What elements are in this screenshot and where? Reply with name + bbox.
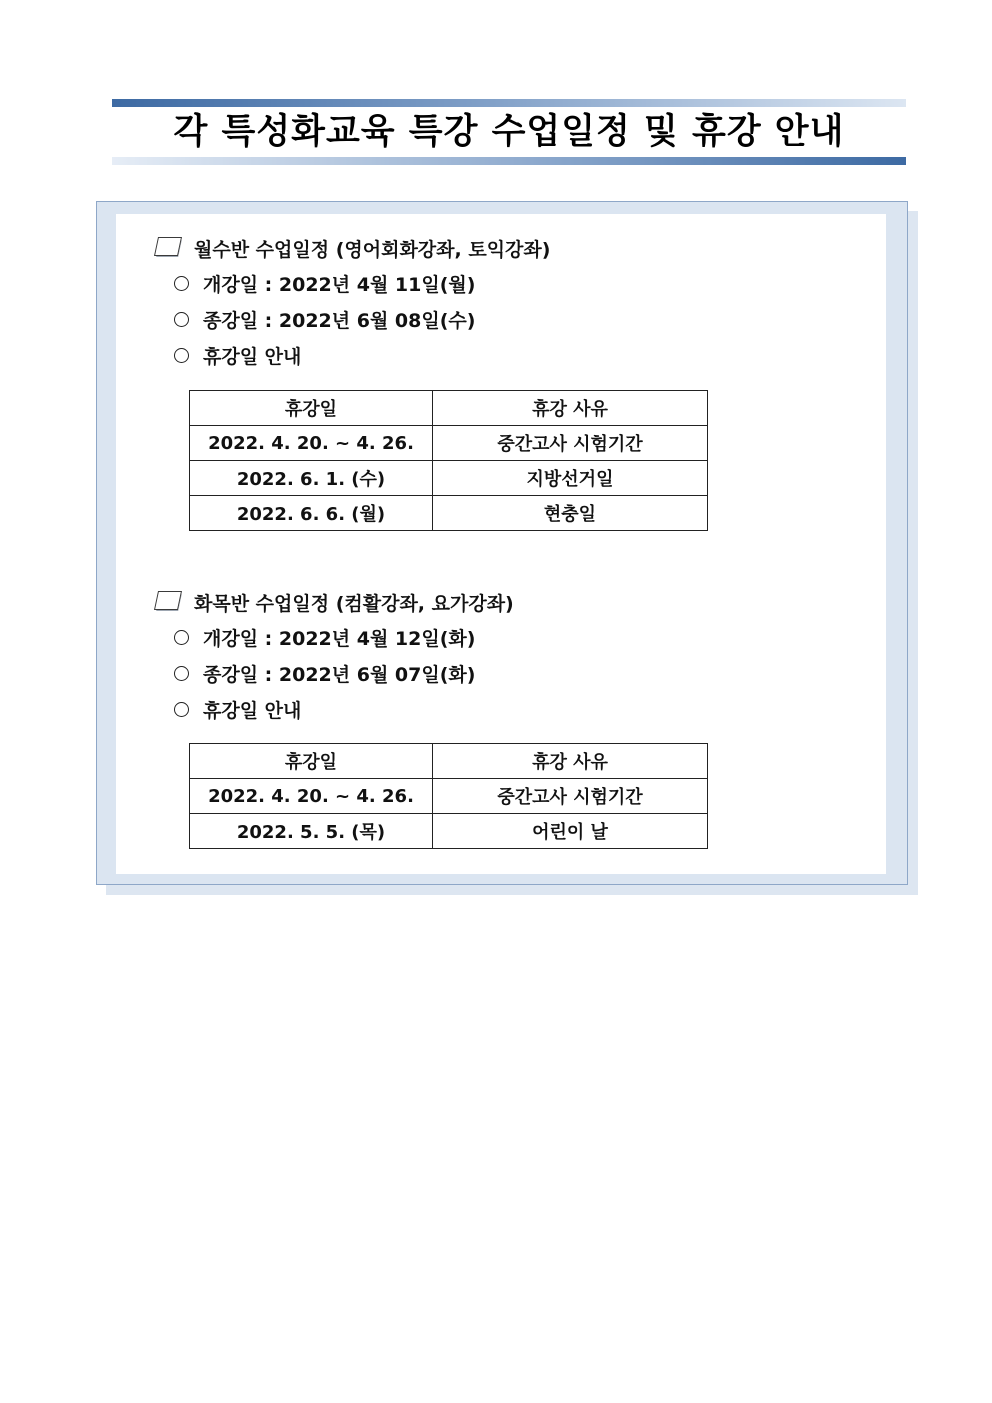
holiday-guide-item	[154, 691, 754, 727]
header-cell: 휴강일	[190, 744, 433, 779]
start-date-item	[154, 265, 754, 301]
table-row	[190, 496, 708, 531]
circle-bullet-icon	[174, 312, 189, 327]
table-cell: 2022. 4. 20. ~ 4. 26.	[190, 426, 433, 461]
circle-bullet-icon	[174, 348, 189, 363]
table-cell: 현충일	[433, 496, 708, 531]
memo-icon	[154, 236, 184, 260]
circle-bullet-icon	[174, 630, 189, 645]
end-date-item	[154, 655, 754, 691]
header-cell: 휴강 사유	[433, 391, 708, 426]
table-cell: 중간고사 시험기간	[433, 779, 708, 814]
circle-bullet-icon	[174, 276, 189, 291]
table-cell: 2022. 6. 1. (수)	[190, 461, 433, 496]
start-date-text: 개강일 : 2022년 4월 11일(월)	[203, 273, 476, 296]
table-row	[190, 814, 708, 849]
circle-bullet-icon	[174, 666, 189, 681]
table-cell: 지방선거일	[433, 461, 708, 496]
header-cell: 휴강 사유	[433, 744, 708, 779]
table-cell: 2022. 4. 20. ~ 4. 26.	[190, 779, 433, 814]
holiday-guide-text: 휴강일 안내	[203, 699, 302, 722]
page-title: 각 특성화교육 특강 수업일정 및 휴강 안내	[173, 112, 845, 152]
holiday-guide-item	[154, 337, 754, 373]
section-mon-wed	[154, 235, 754, 373]
table-row	[190, 461, 708, 496]
section-heading	[154, 235, 754, 261]
table-header-row	[190, 391, 708, 426]
title-bar-bottom	[112, 157, 906, 165]
holiday-guide-text: 휴강일 안내	[203, 345, 302, 368]
end-date-text: 종강일 : 2022년 6월 08일(수)	[203, 309, 476, 332]
table-row	[190, 779, 708, 814]
end-date-text: 종강일 : 2022년 6월 07일(화)	[203, 663, 476, 686]
table-row	[190, 426, 708, 461]
circle-bullet-icon	[174, 702, 189, 717]
header-cell: 휴강일	[190, 391, 433, 426]
section-heading-text: 월수반 수업일정 (영어회화강좌, 토익강좌)	[194, 238, 551, 261]
table-cell: 어린이 날	[433, 814, 708, 849]
holiday-table-mon-wed	[189, 390, 708, 531]
section-heading	[154, 589, 754, 615]
table-cell: 2022. 6. 6. (월)	[190, 496, 433, 531]
start-date-text: 개강일 : 2022년 4월 12일(화)	[203, 627, 476, 650]
memo-icon	[154, 590, 184, 614]
section-heading-text: 화목반 수업일정 (컴활강좌, 요가강좌)	[194, 592, 514, 615]
section-tue-thu	[154, 589, 754, 727]
table-header-row	[190, 744, 708, 779]
end-date-item	[154, 301, 754, 337]
start-date-item	[154, 619, 754, 655]
title-bar-top	[112, 99, 906, 107]
holiday-table-tue-thu	[189, 743, 708, 849]
table-cell: 중간고사 시험기간	[433, 426, 708, 461]
table-cell: 2022. 5. 5. (목)	[190, 814, 433, 849]
